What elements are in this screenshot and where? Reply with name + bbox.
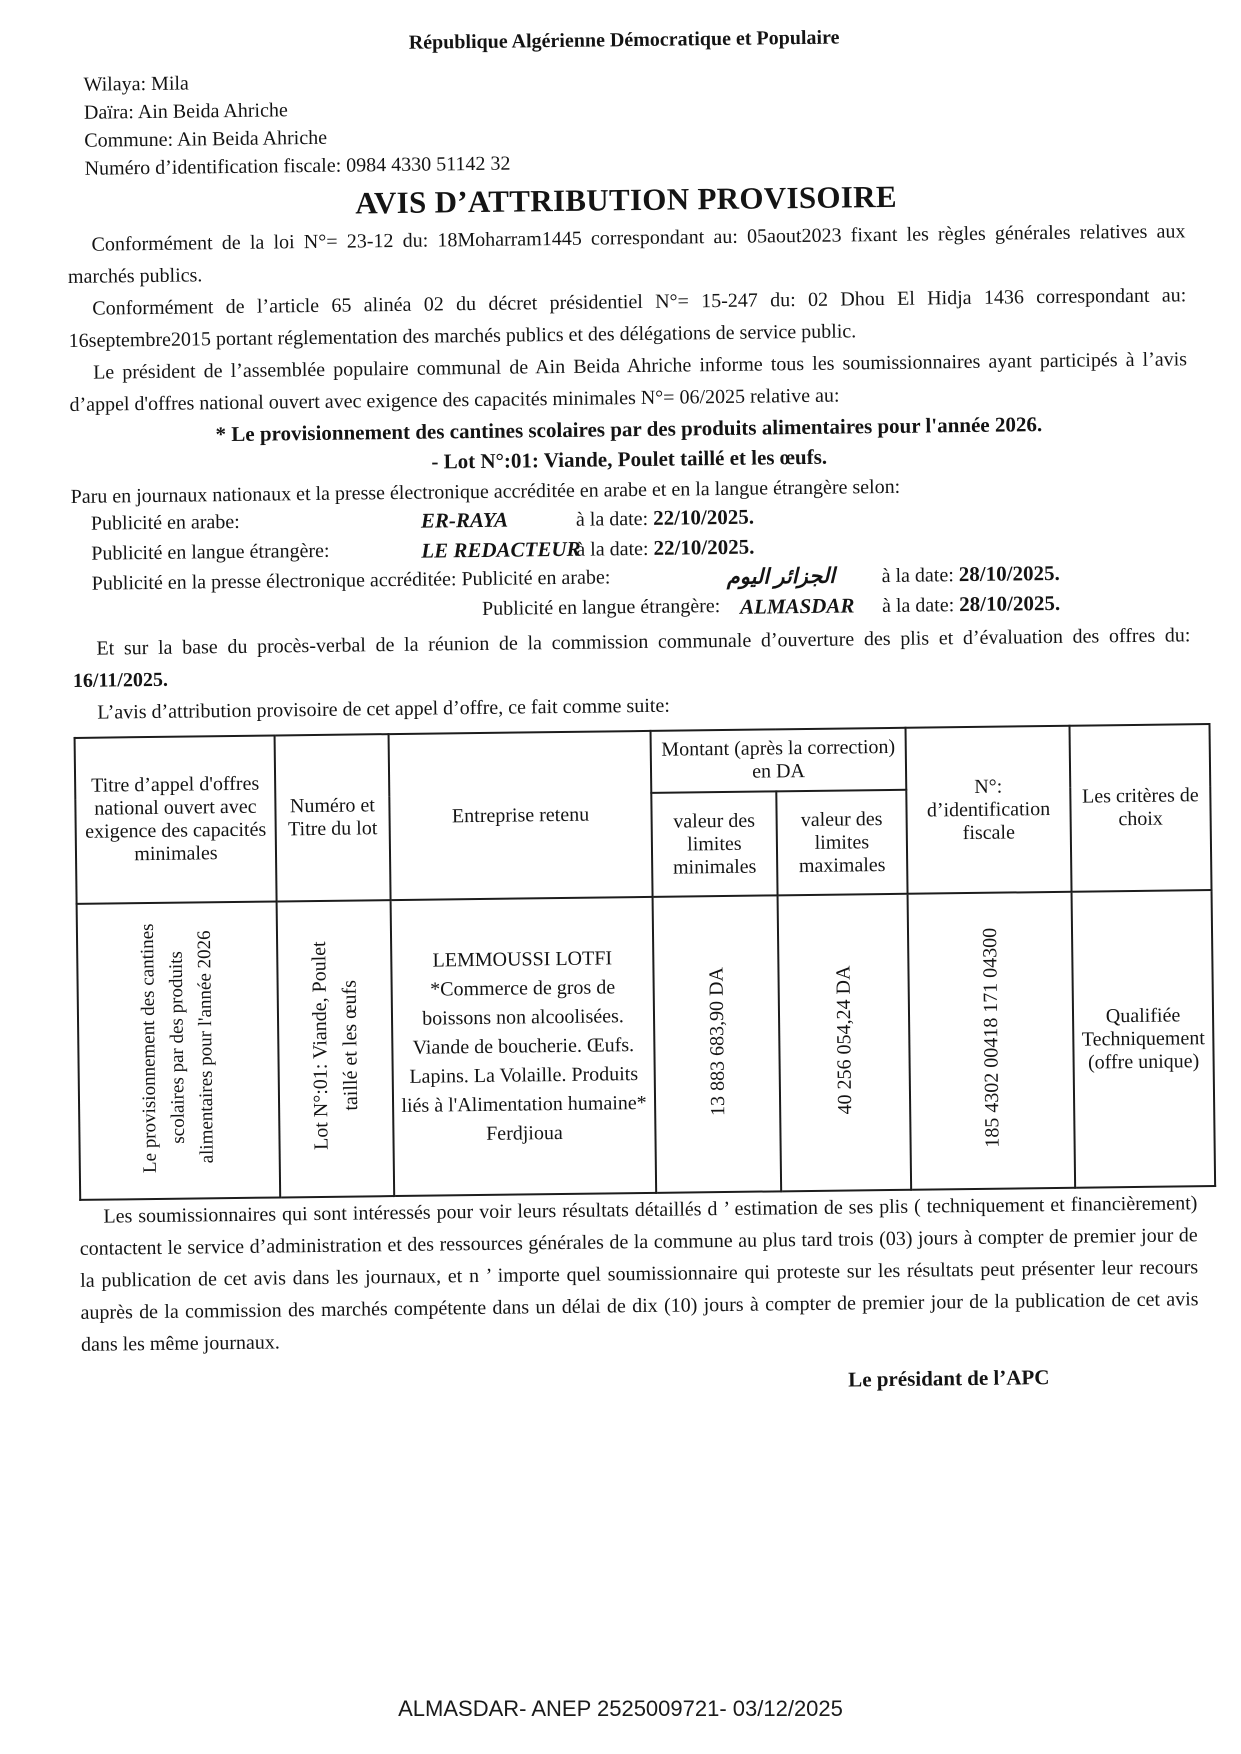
publication-label: Publicité en langue étrangère: bbox=[91, 539, 330, 565]
publication-date bbox=[576, 535, 754, 562]
republic-header: République Algérienne Démocratique et Populaire bbox=[408, 26, 840, 54]
cell-montant-max bbox=[778, 894, 912, 1192]
cell-fiscal-id bbox=[908, 892, 1076, 1190]
date-prefix: à la date: bbox=[575, 507, 649, 531]
intro-paragraph-3: Le président de l’assemblée populaire communal de Ain Beida Ahriche informe tous les soumissionnaires ayant participés à l’avis d’appel d'offres national ouvert avec exigence des capacités minimales N°= 06/2025 relative au: bbox=[69, 348, 1188, 416]
publication-date bbox=[882, 591, 1060, 618]
date-value: 22/10/2025. bbox=[653, 534, 755, 560]
header-entreprise: Entreprise retenu bbox=[389, 731, 653, 900]
table-header-row-1 bbox=[75, 724, 1211, 800]
commune-line: Commune: Ain Beida Ahriche bbox=[84, 126, 328, 152]
header-criteres: Les critères de choix bbox=[1070, 724, 1212, 892]
header-tender-title: Titre d’appel d'offres national ouvert avec exigence des capacités minimales bbox=[75, 735, 277, 903]
wilaya-line: Wilaya: Mila bbox=[83, 72, 190, 96]
cell-entreprise bbox=[391, 897, 657, 1196]
fiscal-id-vertical-text: 185 4302 00418 171 04300 bbox=[978, 927, 1004, 1148]
header-fiscal-id: N°: d’identification fiscale bbox=[906, 726, 1072, 894]
tender-object-line: * Le provisionnement des cantines scolaires par des produits alimentaires pour l'année 2026. bbox=[215, 412, 1043, 447]
document-content bbox=[65, 22, 1205, 1402]
tender-title-vertical-text: Le provisionnement des cantines scolaires par des produits alimentaires pour l'année 2026 bbox=[137, 923, 219, 1173]
award-intro-line: L’avis d’attribution provisoire de cet appel d’offre, ce fait comme suite: bbox=[97, 694, 670, 724]
entreprise-activity: *Commerce de gros de boissons non alcoolisées. Viande de boucherie. Œufs. Lapins. La Volaille. Produits liés à l'Alimentation humaine* bbox=[401, 975, 647, 1117]
publications-intro: Paru en journaux nationaux et la presse électronique accréditée en arabe et en la langue étrangère selon: bbox=[70, 475, 901, 508]
publication-date bbox=[576, 505, 754, 532]
cell-tender-title bbox=[77, 901, 281, 1199]
closing-paragraph: Les soumissionnaires qui sont intéressés pour voir leurs résultats détaillés d ’ estimation de ses plis ( techniquement et financièrement) contactent le service d’administration et des ressources générales de la commune au plus tard trois (03) jours à compter de premier jour de la publication de cet avis dans les journaux, et n ’ importe quel soumissionnaire qui proteste sur les résultats peut présenter leur recours auprès de la commission des marchés compétente dans un délai de dix (10) jours à compter de premier jour de la publication de cet avis dans les même journaux. bbox=[79, 1192, 1199, 1356]
anep-footer: ALMASDAR- ANEP 2525009721- 03/12/2025 bbox=[398, 1696, 843, 1721]
montant-max-vertical-text: 40 256 054,24 DA bbox=[832, 964, 857, 1115]
publication-label: Publicité en langue étrangère: bbox=[481, 595, 721, 620]
journal-name: ALMASDAR bbox=[739, 593, 855, 619]
journal-name-arabic: الجزائر اليوم bbox=[726, 563, 836, 589]
fiscal-id-line: Numéro d’identification fiscale: 0984 4330 51142 32 bbox=[84, 152, 511, 180]
journal-name: LE REDACTEUR bbox=[421, 536, 581, 563]
table-data-row bbox=[77, 890, 1216, 1200]
cell-lot bbox=[277, 900, 395, 1197]
publication-date bbox=[882, 561, 1060, 588]
document-title: AVIS D’ATTRIBUTION PROVISOIRE bbox=[355, 178, 898, 221]
publication-label: Publicité en la presse électronique accréditée: Publicité en arabe: bbox=[91, 566, 611, 595]
date-value: 28/10/2025. bbox=[959, 590, 1061, 617]
lot-vertical-text: Lot N°:01: Viande, Poulet taillé et les œufs bbox=[308, 941, 363, 1151]
daira-line: Daïra: Ain Beida Ahriche bbox=[83, 99, 288, 124]
header-montant-min: valeur des limites minimales bbox=[651, 791, 777, 897]
publication-label: Publicité en arabe: bbox=[90, 510, 240, 535]
journal-name: ER-RAYA bbox=[420, 507, 509, 533]
attribution-table bbox=[74, 723, 1217, 1201]
header-montant: Montant (après la correction) en DA bbox=[651, 728, 907, 793]
signature-line: Le présidant de l’APC bbox=[848, 1365, 1050, 1392]
entreprise-name: LEMMOUSSI LOTFI bbox=[432, 946, 613, 972]
lot-title-line: - Lot N°:01: Viande, Poulet taillé et les œufs. bbox=[431, 444, 828, 474]
date-prefix: à la date: bbox=[881, 564, 954, 588]
date-prefix: à la date: bbox=[576, 537, 649, 561]
cell-montant-min bbox=[653, 895, 782, 1193]
entreprise-location: Ferdjioua bbox=[485, 1121, 563, 1145]
header-montant-max: valeur des limites maximales bbox=[776, 790, 907, 896]
criteres-text: Qualifiée Techniquement (offre unique) bbox=[1081, 1003, 1205, 1074]
montant-min-vertical-text: 13 883 683,90 DA bbox=[704, 966, 729, 1116]
cell-criteres bbox=[1072, 890, 1216, 1188]
header-lot: Numéro et Titre du lot bbox=[275, 734, 391, 901]
pv-text: Et sur la base du procès-verbal de la réunion de la commission communale d’ouverture des plis et d’évaluation des offres du: bbox=[96, 624, 1191, 660]
date-prefix: à la date: bbox=[881, 594, 955, 618]
date-value: 22/10/2025. bbox=[652, 504, 755, 530]
intro-paragraph-1: Conformément de la loi N°= 23-12 du: 18Moharram1445 correspondant au: 05aout2023 fixant les règles générales relatives aux marchés publics. bbox=[67, 220, 1186, 288]
administrative-header bbox=[83, 57, 1184, 182]
date-value: 28/10/2025. bbox=[958, 560, 1060, 587]
pv-date: 16/11/2025. bbox=[72, 668, 169, 692]
intro-paragraph-2: Conformément de l’article 65 alinéa 02 du décret présidentiel N°= 15-247 du: 02 Dhou El Hidja 1436 correspondant au: 16septembre2015 portant réglementation des marchés publics et des délégations de service public. bbox=[68, 284, 1187, 352]
